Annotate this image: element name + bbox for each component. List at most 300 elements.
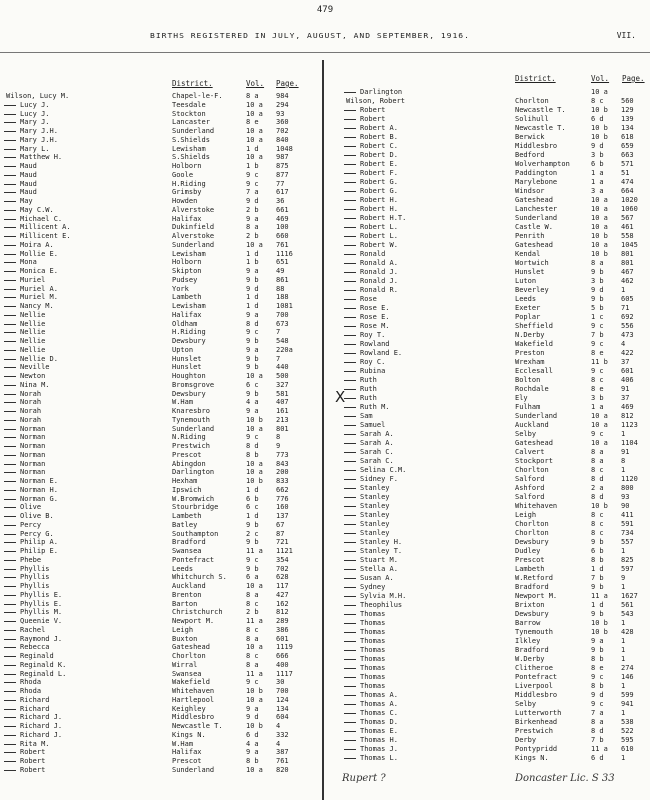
entry-vol: 9 c <box>246 678 259 687</box>
ditto-dash <box>344 416 356 417</box>
entry-district: Holborn <box>172 162 202 170</box>
entry-page: 134 <box>276 704 289 713</box>
ditto-dash <box>344 452 356 453</box>
ditto-dash <box>344 353 356 354</box>
entry-vol: 6 d <box>591 754 604 762</box>
entry-page: 1116 <box>276 249 293 258</box>
entry-page: 1104 <box>621 439 638 447</box>
entry-district: Wirral <box>172 660 198 669</box>
entry-name: Rowland E. <box>360 349 403 357</box>
ditto-dash <box>344 650 356 651</box>
entry-district: Leeds <box>172 564 194 573</box>
entry-page: 1060 <box>621 205 638 213</box>
entry-name: Percy <box>20 520 42 529</box>
entry-name: Ruth <box>360 385 377 393</box>
entry-vol: 8 a <box>591 457 604 465</box>
ditto-dash <box>344 371 356 372</box>
entry-page: 4 <box>276 739 281 748</box>
entry-name: Lucy J. <box>20 100 50 109</box>
entry-name: Phyllis E. <box>20 599 63 608</box>
ditto-dash <box>344 713 356 714</box>
entry-page: 538 <box>621 718 634 726</box>
entry-name: Wilson, Robert <box>346 97 406 105</box>
entry-page: 664 <box>621 187 634 195</box>
entry-page: 861 <box>276 275 289 284</box>
entry-district: Whitchurch S. <box>172 573 227 582</box>
entry-name: Sarah A. <box>360 439 394 447</box>
entry-page: 161 <box>276 407 289 415</box>
ditto-dash <box>344 524 356 525</box>
entry-name: Phyllis M. <box>20 608 63 617</box>
entry-page: 7 <box>276 328 281 337</box>
ditto-dash <box>344 263 356 264</box>
ditto-dash <box>344 191 356 192</box>
entry-vol: 10 a <box>246 100 263 109</box>
entry-vol: 7 b <box>591 331 604 339</box>
entry-page: 1 <box>621 619 626 627</box>
entry-vol: 9 b <box>246 337 259 345</box>
entry-name: Nellie <box>20 310 46 319</box>
entry-page: 875 <box>276 162 289 170</box>
entry-name: Stanley <box>360 520 390 528</box>
entry-name: Olive <box>20 503 42 512</box>
entry-page: 1 <box>621 547 626 555</box>
entry-district: Dewsbury <box>515 610 549 618</box>
entry-vol: 10 a <box>246 695 263 704</box>
entry-name: Philip E. <box>20 547 58 555</box>
entry-district: Abingdon <box>172 459 206 468</box>
ditto-dash <box>344 389 356 390</box>
entry-vol: 11 b <box>591 358 608 366</box>
ditto-dash <box>344 173 356 174</box>
ditto-dash <box>344 686 356 687</box>
entry-name: Nellie <box>20 319 46 328</box>
entry-district: Lambeth <box>172 293 202 302</box>
entry-district: Exeter <box>515 304 541 312</box>
ditto-dash <box>344 227 356 228</box>
entry-page: 469 <box>276 214 289 223</box>
entry-name: Olive B. <box>20 512 54 520</box>
entry-name: Nancy M. <box>20 302 54 310</box>
entry-district: Lewisham <box>172 144 206 153</box>
entry-name: Nellie <box>20 328 46 337</box>
entry-name: Robert E. <box>360 160 398 168</box>
entry-district: Chorlton <box>515 520 549 528</box>
entry-district: Southampton <box>172 529 219 538</box>
entry-district: Sunderland <box>515 214 558 222</box>
entry-vol: 10 b <box>246 415 263 424</box>
entry-district: Lewisham <box>172 302 206 310</box>
entry-name: Richard <box>20 704 50 713</box>
entry-vol: 8 c <box>246 652 259 660</box>
entry-page: 843 <box>276 459 289 468</box>
entry-district: Salford <box>515 493 545 501</box>
entry-vol: 9 b <box>591 268 604 276</box>
entry-vol: 8 e <box>591 664 604 672</box>
entry-vol: 7 b <box>591 574 604 582</box>
entry-page: 825 <box>621 556 634 564</box>
entry-name: Rubina <box>360 367 386 375</box>
entry-vol: 8 e <box>591 385 604 393</box>
entry-district: Alverstoke <box>172 205 215 214</box>
entry-page: 440 <box>276 363 289 372</box>
entry-vol: 8 c <box>591 376 604 384</box>
entry-district: Sunderland <box>172 424 215 433</box>
ditto-dash <box>344 515 356 516</box>
ditto-dash <box>344 614 356 615</box>
entry-district: Wortwich <box>515 259 549 267</box>
entry-vol: 8 a <box>246 660 259 669</box>
entry-vol: 10 b <box>591 124 608 132</box>
entry-page: 601 <box>276 634 289 643</box>
entry-district: N.Riding <box>172 433 206 442</box>
entry-name: Norman <box>20 459 46 468</box>
entry-name: Millicent E. <box>20 232 71 240</box>
entry-district: N.Derby <box>515 331 545 339</box>
entry-page: 36 <box>276 197 285 205</box>
entry-name: Norah <box>20 398 42 407</box>
entry-district: Sheffield <box>515 322 553 330</box>
left-district-heading: District. <box>172 79 213 88</box>
ditto-dash <box>344 479 356 480</box>
entry-page: 160 <box>276 503 289 512</box>
entry-page: 604 <box>276 713 289 722</box>
entry-name: Sydney <box>360 583 386 591</box>
entry-name: Stuart M. <box>360 556 398 564</box>
entry-district: Buxton <box>172 634 198 643</box>
entry-district: Prescot <box>172 757 202 765</box>
entry-page: 469 <box>621 403 634 411</box>
entry-name: Norman <box>20 424 46 433</box>
entry-district: Pontefract <box>172 555 215 564</box>
entry-name: Mary L. <box>20 144 50 153</box>
entry-name: Ronald A. <box>360 259 398 267</box>
entry-vol: 8 c <box>591 520 604 528</box>
entry-vol: 3 a <box>591 187 604 195</box>
entry-district: Halifax <box>172 310 202 319</box>
entry-page: 93 <box>621 493 630 501</box>
entry-name: Phyllis <box>20 564 50 573</box>
entry-page: 500 <box>276 372 289 380</box>
entry-vol: 8 a <box>246 92 259 100</box>
entry-district: Hexham <box>172 477 198 485</box>
entry-page: 1 <box>621 637 626 645</box>
entry-page: 1 <box>621 430 626 438</box>
entry-vol: 10 a <box>246 424 263 433</box>
entry-name: Robert L. <box>360 223 398 231</box>
entry-name: Rita M. <box>20 739 50 748</box>
entry-name: Thomas H. <box>360 736 398 744</box>
entry-district: Ashford <box>515 484 545 492</box>
entry-vol: 9 d <box>591 142 604 150</box>
entry-district: Lewisham <box>172 249 206 258</box>
entry-district: Clitheroe <box>515 664 553 672</box>
entry-name: Maud <box>20 188 37 197</box>
entry-page: 801 <box>621 250 634 258</box>
entry-name: Thomas <box>360 673 386 681</box>
entry-district: Alverstoke <box>172 232 215 240</box>
entry-vol: 10 b <box>591 106 608 114</box>
entry-vol: 10 a <box>246 468 263 477</box>
entry-page: 941 <box>621 700 634 708</box>
entry-page: 427 <box>276 590 289 599</box>
entry-vol: 8 b <box>591 682 604 690</box>
entry-page: 666 <box>276 652 289 660</box>
entry-vol: 3 b <box>591 151 604 159</box>
entry-page: 146 <box>621 673 634 681</box>
entry-vol: 9 a <box>246 407 259 415</box>
entry-page: 4 <box>276 722 281 730</box>
entry-page: 30 <box>276 678 285 687</box>
entry-district: Howden <box>172 197 198 205</box>
entry-vol: 10 a <box>591 241 608 249</box>
entry-name: Moira A. <box>20 240 54 249</box>
ditto-dash <box>344 290 356 291</box>
entry-vol: 11 a <box>591 745 608 753</box>
doncaster-note: Doncaster Lic. S 33 <box>515 773 615 784</box>
entry-page: 294 <box>276 100 289 109</box>
entry-page: 1020 <box>621 196 638 204</box>
ditto-dash <box>344 632 356 633</box>
entry-district: Swansea <box>172 547 202 555</box>
entry-name: Mona <box>20 258 37 267</box>
entry-vol: 8 a <box>246 634 259 643</box>
entry-name: Robert G. <box>360 187 398 195</box>
ditto-dash <box>344 641 356 642</box>
ditto-dash <box>344 587 356 588</box>
entry-vol: 8 a <box>246 223 259 232</box>
entry-page: 734 <box>621 529 634 537</box>
entry-district: Leeds <box>515 295 537 303</box>
left-page-heading: Page. <box>276 79 299 88</box>
entry-district: Ipswich <box>172 485 202 494</box>
entry-page: 139 <box>621 115 634 123</box>
entry-name: Queenie V. <box>20 617 63 625</box>
entry-page: 91 <box>621 448 630 456</box>
entry-name: Richard J. <box>20 730 63 739</box>
entry-page: 800 <box>621 484 634 492</box>
entry-vol: 10 a <box>246 153 263 162</box>
entry-district: W.Bromwich <box>172 494 215 503</box>
entry-name: May <box>20 197 33 205</box>
entry-vol: 8 c <box>591 529 604 537</box>
entry-page: 702 <box>276 564 289 573</box>
entry-name: Ruth <box>360 376 377 384</box>
entry-vol: 8 d <box>591 493 604 501</box>
entry-page: 812 <box>621 412 634 420</box>
entry-page: 721 <box>276 538 289 547</box>
entry-name: Robert H.T. <box>360 214 407 222</box>
entry-name: Robert H. <box>360 196 398 204</box>
entry-name: Mary J.H. <box>20 127 58 135</box>
entry-page: 129 <box>621 106 634 114</box>
ditto-dash <box>344 542 356 543</box>
entry-page: 90 <box>621 502 630 510</box>
entry-page: 1081 <box>276 302 293 310</box>
entry-vol: 9 b <box>591 538 604 546</box>
entry-page: 4 <box>621 340 626 348</box>
entry-vol: 10 a <box>246 643 263 652</box>
entry-page: 274 <box>621 664 634 672</box>
entry-vol: 7 b <box>591 736 604 744</box>
entry-page: 662 <box>276 485 289 494</box>
entry-district: Bradford <box>515 583 549 591</box>
entry-vol: 9 b <box>246 520 259 529</box>
entry-page: 558 <box>621 232 634 240</box>
entry-name: Millicent A. <box>20 223 71 232</box>
entry-district: Lanchester <box>515 205 558 213</box>
entry-district: Middlesbro <box>515 691 558 699</box>
entry-district: Bolton <box>515 376 541 384</box>
entry-district: Christchurch <box>172 608 223 617</box>
entry-name: Thomas J. <box>360 745 398 753</box>
entry-page: 591 <box>621 520 634 528</box>
entry-name: Thomas <box>360 637 386 645</box>
entry-vol: 8 b <box>591 556 604 564</box>
entry-vol: 4 a <box>246 739 259 748</box>
entry-vol: 11 a <box>246 669 263 678</box>
entry-page: 673 <box>276 319 289 328</box>
entry-name: Theophilus <box>360 601 403 609</box>
entry-vol: 8 a <box>246 590 259 599</box>
entry-vol: 9 c <box>246 170 259 179</box>
entry-page: 560 <box>621 97 634 105</box>
entry-district: Chorlton <box>172 652 206 660</box>
entry-name: Maud <box>20 170 37 179</box>
ditto-dash <box>344 254 356 255</box>
entry-vol: 8 a <box>591 259 604 267</box>
entry-vol: 9 c <box>246 433 259 442</box>
entry-page: 561 <box>621 601 634 609</box>
entry-name: Thomas <box>360 610 386 618</box>
entry-page: 801 <box>621 259 634 267</box>
entry-vol: 9 c <box>591 700 604 708</box>
entry-name: Norah <box>20 389 42 398</box>
entry-name: Norman <box>20 468 46 477</box>
entry-district: Bradford <box>515 646 549 654</box>
entry-vol: 1 d <box>246 302 259 310</box>
entry-name: Muriel M. <box>20 293 58 302</box>
entry-name: Rebecca <box>20 643 50 652</box>
entry-name: Rachel <box>20 625 46 634</box>
entry-name: Philip A. <box>20 538 58 547</box>
ditto-dash <box>344 146 356 147</box>
entry-district: Upton <box>172 345 194 354</box>
entry-name: Stanley T. <box>360 547 403 555</box>
entry-page: 692 <box>621 313 634 321</box>
entry-vol: 8 c <box>591 97 604 105</box>
entry-vol: 1 b <box>246 162 259 170</box>
entry-name: Thomas C. <box>360 709 398 717</box>
entry-name: Ruth <box>360 394 377 402</box>
entry-name: Nellie <box>20 345 46 354</box>
ditto-dash <box>344 281 356 282</box>
entry-page: 557 <box>621 538 634 546</box>
entry-district: Lutterworth <box>515 709 562 717</box>
entry-name: Mollie E. <box>20 249 58 258</box>
entry-page: 605 <box>621 295 634 303</box>
ditto-dash <box>344 497 356 498</box>
entry-vol: 10 b <box>591 502 608 510</box>
entry-vol: 8 b <box>246 450 259 459</box>
entry-name: Percy G. <box>20 529 54 538</box>
entry-name: Thomas A. <box>360 700 398 708</box>
entry-page: 289 <box>276 617 289 625</box>
entry-name: Phyllis <box>20 582 50 590</box>
entry-page: 776 <box>276 494 289 503</box>
entry-page: 651 <box>276 258 289 267</box>
entry-vol: 2 b <box>246 232 259 240</box>
entry-page: 1627 <box>621 592 638 600</box>
entry-name: Thomas <box>360 628 386 636</box>
entry-page: 1 <box>621 646 626 654</box>
entry-district: Batley <box>172 520 198 529</box>
entry-name: Nellie <box>20 337 46 345</box>
entry-district: Skipton <box>172 267 202 275</box>
ditto-dash <box>344 434 356 435</box>
entry-district: Newcastle T. <box>515 124 566 132</box>
entry-district: Knaresbro <box>172 407 210 415</box>
entry-district: Dewsbury <box>515 538 549 546</box>
entry-page: 422 <box>621 349 634 357</box>
ditto-dash <box>344 272 356 273</box>
entry-district: Barton <box>172 599 198 608</box>
entry-page: 386 <box>276 625 289 634</box>
ditto-dash <box>344 533 356 534</box>
entry-district: Luton <box>515 277 537 285</box>
entry-page: 1 <box>621 466 626 474</box>
ditto-dash <box>344 380 356 381</box>
entry-vol: 7 a <box>246 188 259 197</box>
entry-page: 833 <box>276 477 289 485</box>
entry-page: 332 <box>276 730 289 739</box>
ditto-dash <box>344 731 356 732</box>
entry-vol: 11 a <box>246 547 263 555</box>
entry-name: Robert G. <box>360 178 398 186</box>
entry-district: W.Ham <box>172 739 194 748</box>
entry-district: Sunderland <box>172 127 215 135</box>
entry-vol: 9 b <box>591 610 604 618</box>
entry-vol: 4 a <box>246 398 259 407</box>
page-title: BIRTHS REGISTERED IN JULY, AUGUST, AND SEPTEMBER, 1916. <box>150 31 470 40</box>
entry-page: 599 <box>621 691 634 699</box>
entry-name: Robert <box>20 748 46 757</box>
entry-vol: 10 b <box>246 477 263 485</box>
entry-page: 360 <box>276 118 289 127</box>
entry-page: 700 <box>276 310 289 319</box>
ditto-dash <box>344 299 356 300</box>
entry-district: Bradford <box>172 538 206 547</box>
entry-page: 7 <box>276 354 281 363</box>
ditto-dash <box>344 758 356 759</box>
entry-page: 87 <box>276 529 285 538</box>
ditto-dash <box>344 362 356 363</box>
entry-name: Wilson, Lucy M. <box>6 92 70 100</box>
entry-name: Rose M. <box>360 322 390 330</box>
entry-page: 1 <box>621 286 626 294</box>
entry-page: 1 <box>621 655 626 663</box>
entry-name: Stanley <box>360 493 390 501</box>
entry-vol: 9 b <box>591 295 604 303</box>
entry-page: 407 <box>276 398 289 407</box>
entry-vol: 6 d <box>246 730 259 739</box>
entry-name: Robert A. <box>360 124 398 132</box>
entry-district: Windsor <box>515 187 545 195</box>
entry-name: Norman H. <box>20 485 58 494</box>
entry-name: Robert D. <box>360 151 398 159</box>
right-vol-heading: Vol. <box>591 74 610 83</box>
entry-vol: 9 c <box>591 367 604 375</box>
